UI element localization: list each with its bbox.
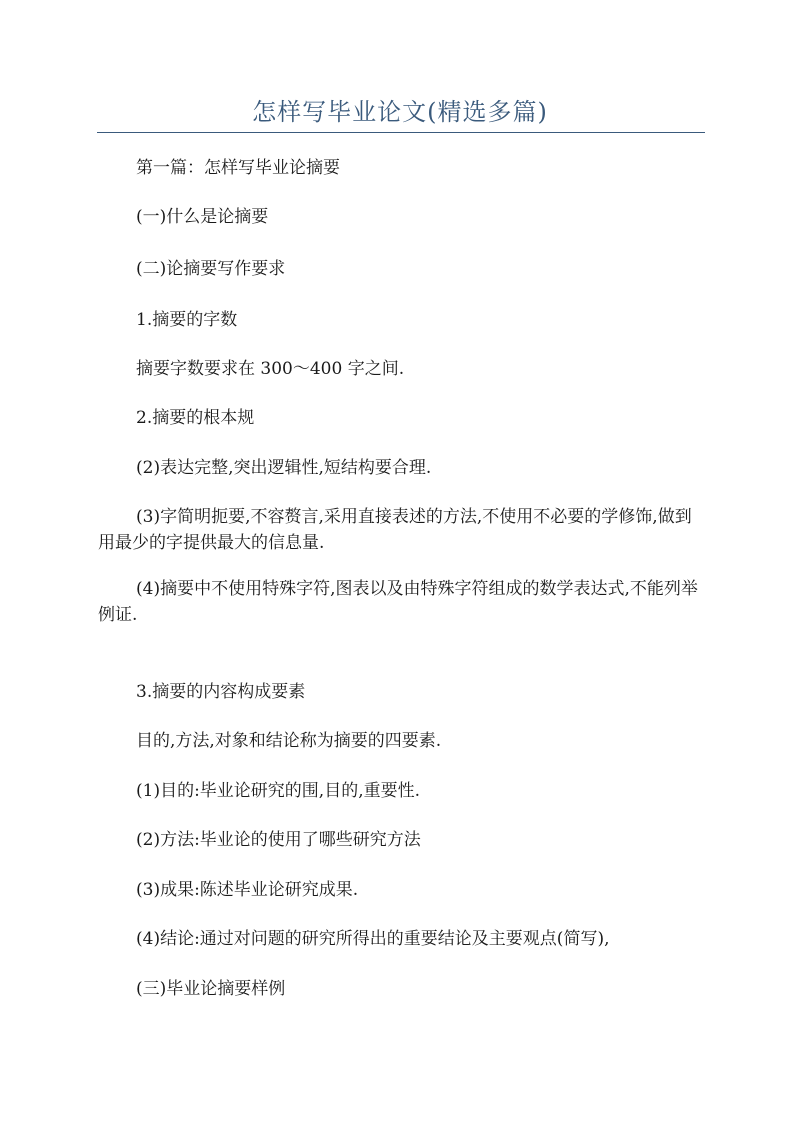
paragraph-section-heading: 第一篇：怎样写毕业论摘要: [136, 158, 340, 178]
paragraph-item-2: 2.摘要的根本规: [136, 408, 255, 428]
title-divider: [97, 132, 705, 133]
paragraph-subheading-1: (一)什么是论摘要: [136, 207, 269, 227]
paragraph-rule-3: (3)字简明扼要,不容赘言,采用直接表述的方法,不使用不必要的学修饰,做到用最少的字提供最大的信息量.: [98, 507, 692, 553]
paragraph-element-2: (2)方法:毕业论的使用了哪些研究方法: [136, 830, 421, 850]
paragraph-item-1: 1.摘要的字数: [136, 310, 238, 330]
paragraph-element-4: (4)结论:通过对问题的研究所得出的重要结论及主要观点(简写),: [136, 929, 610, 949]
paragraph-subheading-2: (二)论摘要写作要求: [136, 259, 286, 279]
paragraph-element-1: (1)目的:毕业论研究的围,目的,重要性.: [136, 781, 421, 801]
paragraph-rule-2: (2)表达完整,突出逻辑性,短结构要合理.: [136, 458, 432, 478]
paragraph-word-count: 摘要字数要求在 300～400 字之间.: [136, 359, 405, 379]
paragraph-item-3: 3.摘要的内容构成要素: [136, 682, 306, 702]
paragraph-rule-4: (4)摘要中不使用特殊字符,图表以及由特殊字符组成的数学表达式,不能列举例证.: [98, 579, 698, 625]
document-title: 怎样写毕业论文(精选多篇): [252, 98, 548, 126]
paragraph-four-elements: 目的,方法,对象和结论称为摘要的四要素.: [136, 731, 442, 751]
paragraph-subheading-3: (三)毕业论摘要样例: [136, 979, 286, 999]
paragraph-element-3: (3)成果:陈述毕业论研究成果.: [136, 880, 359, 900]
